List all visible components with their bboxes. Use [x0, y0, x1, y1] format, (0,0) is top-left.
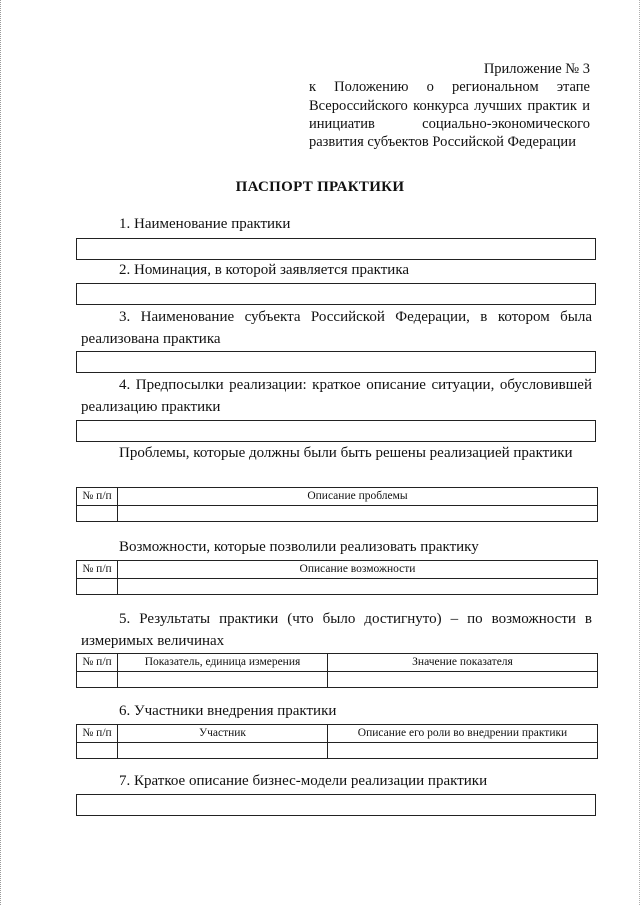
number-cell[interactable]: [77, 672, 118, 688]
problem-description-header: Описание проблемы: [118, 488, 598, 506]
region-name-field[interactable]: [76, 351, 596, 373]
section-7-text: 7. Краткое описание бизнес-модели реализации практики: [119, 773, 488, 789]
appendix-title: Приложение № 3: [483, 61, 590, 77]
opportunities-text: Возможности, которые позволили реализовать практику: [119, 539, 479, 555]
section-1-heading: [81, 213, 592, 235]
number-header: № п/п: [77, 725, 118, 743]
opportunity-description-header: Описание возможности: [118, 561, 598, 579]
page-title: ПАСПОРТ ПРАКТИКИ: [235, 179, 405, 195]
participant-role-cell[interactable]: [328, 743, 598, 759]
nomination-field[interactable]: [76, 283, 596, 305]
section-2-heading: [81, 259, 592, 281]
scan-edge-left: [0, 0, 4, 905]
section-3-text: 3. Наименование субъекта Российской Федерации, в котором была реализована практика: [81, 309, 592, 347]
section-2-text: 2. Номинация, в которой заявляется практика: [119, 262, 410, 278]
business-model-field[interactable]: [76, 794, 596, 816]
table-header-row: [77, 488, 598, 506]
indicator-cell[interactable]: [118, 672, 328, 688]
table-header-row: [77, 561, 598, 579]
number-header: № п/п: [77, 561, 118, 579]
section-5-text: 5. Результаты практики (что было достигнуто) – по возможности в измеримых величинах: [81, 611, 592, 649]
appendix-note: [309, 60, 590, 151]
problem-description-cell[interactable]: [118, 506, 598, 522]
table-row: [77, 579, 598, 595]
number-cell[interactable]: [77, 579, 118, 595]
participant-role-header: Описание его роли во внедрении практики: [328, 725, 598, 743]
table-row: [77, 672, 598, 688]
indicator-header: Показатель, единица измерения: [118, 654, 328, 672]
section-3-heading: [81, 306, 592, 350]
number-header: № п/п: [77, 488, 118, 506]
practice-name-field[interactable]: [76, 238, 596, 260]
section-4-text: 4. Предпосылки реализации: краткое описание ситуации, обусловившей реализацию практики: [81, 377, 592, 415]
section-7-heading: [81, 770, 592, 792]
preconditions-field[interactable]: [76, 420, 596, 442]
table-row: [77, 743, 598, 759]
results-table: [76, 653, 598, 688]
indicator-value-header: Значение показателя: [328, 654, 598, 672]
section-6-heading: [81, 700, 592, 722]
number-cell[interactable]: [77, 743, 118, 759]
participant-cell[interactable]: [118, 743, 328, 759]
scan-edge-right: [636, 0, 640, 905]
section-1-text: 1. Наименование практики: [119, 216, 291, 232]
section-5-heading: [81, 608, 592, 652]
opportunity-description-cell[interactable]: [118, 579, 598, 595]
opportunities-heading: [81, 536, 592, 558]
appendix-text: к Положению о региональном этапе Всероссийского конкурса лучших практик и инициатив социально-экономического развития субъектов Российской Федерации: [309, 79, 590, 151]
section-6-text: 6. Участники внедрения практики: [119, 703, 337, 719]
table-header-row: [77, 654, 598, 672]
indicator-value-cell[interactable]: [328, 672, 598, 688]
problems-heading: [81, 442, 592, 464]
number-cell[interactable]: [77, 506, 118, 522]
participant-header: Участник: [118, 725, 328, 743]
participants-table: [76, 724, 598, 759]
problems-table: [76, 487, 598, 522]
problems-text: Проблемы, которые должны были быть решены реализацией практики: [119, 445, 573, 461]
table-row: [77, 506, 598, 522]
table-header-row: [77, 725, 598, 743]
section-4-heading: [81, 374, 592, 418]
opportunities-table: [76, 560, 598, 595]
number-header: № п/п: [77, 654, 118, 672]
